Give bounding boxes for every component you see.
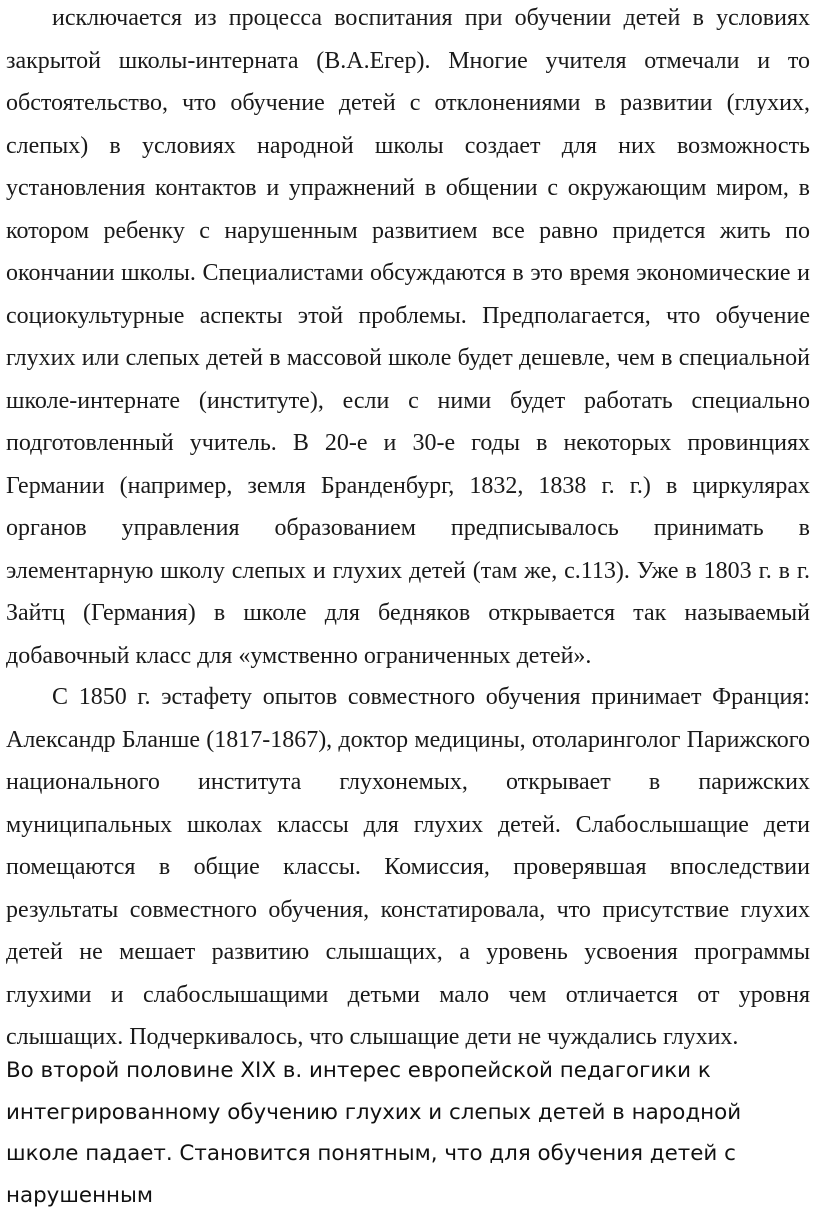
paragraph-3: Во второй половине XIX в. интерес европейской педагогики к интегрированному обучению глухих и слепых детей в народной школе падает. Становится понятным, что для обучения детей с нарушенным — [6, 1058, 742, 1208]
paragraph-1: исключается из процесса воспитания при обучении детей в условиях закрытой школы-интерната (В.А.Егер). Многие учителя отмечали и то обстоятельство, что обучение детей с отклонениями в развитии (глухих, слепых) в условиях народной школы создает для них возможность установления контактов и упражнений в общении с окружающим миром, в котором ребенку с нарушенным развитием все равно придется жить по окончании школы. Специалистами обсуждаются в это время экономические и социокультурные аспекты этой проблемы. Предполагается, что обучение глухих или слепых детей в массовой школе будет дешевле, чем в специальной школе-интернате (институте), если с ними будет работать специально подготовленный учитель. В 20-е и 30-е годы в некоторых провинциях Германии (например, земля Бранденбург, 1832, 1838 г. г.) в циркулярах органов управления образованием предписывалось принимать в элементарную школу слепых и глухих детей (там же, с.113). Уже в 1803 г. в г. Зайтц (Германия) в школе для бедняков открывается так называемый добавочный класс для «умственно ограниченных детей». — [6, 5, 810, 669]
paragraph-2: С 1850 г. эстафету опытов совместного обучения принимает Франция: Александр Бланше (1817-1867), доктор медицины, отоларинголог Парижского национального института глухонемых, открывает в парижских муниципальных школах классы для глухих детей. Слабослышащие дети помещаются в общие классы. Комиссия, проверявшая впоследствии результаты совместного обучения, констатировала, что присутствие глухих детей не мешает развитию слышащих, а уровень усвоения программы глухими и слабослышащими детьми мало чем отличается от уровня слышащих. Подчеркивалось, что слышащие дети не чуждались глухих. — [6, 684, 810, 1050]
